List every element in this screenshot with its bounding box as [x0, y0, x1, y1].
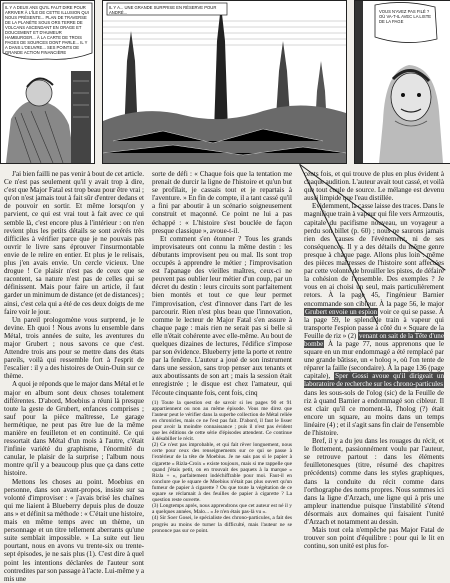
paragraph: A quoi je réponds que le major dans Métal et le major en album sont deux choses totalement différentes. D'abord, Moebius a réuni là presque toute la geste de Grubert, enfances comprises ; sauf pour la pièce maîtresse, Le garage hermétique, ne peut pas être lue de la même manière en feuilleton et en continuité. Ce qui ressortait dans Métal d'un mois à l'autre, c'était l'infinie variété du graphisme, l'énormité du canular, le plaisir de la surprise ; l'album nous montre qu'il y a beaucoup plus que ça dans cette histoire. [4, 380, 144, 478]
paragraph: Mais tout cela n'empêche pas Major Fatal de trouver son point d'équilibre : pour qui le lit en continu, son unité est plus for- [304, 526, 444, 551]
paragraph: sorte de défi : « Chaque fois que la tentation me prenait de durcir la ligne de l'histoire et qu'un but se profilait, je cassais tout et je repartais à l'aventure. » En fin de compte, il a tant cassé qu'il a fini par aboutir à un scénario soigneusement construit et maçonné. Ce point ne lui a pas échappé : « L'histoire s'est bouclée de façon presque classique », avoue-t-il. [152, 170, 292, 235]
highlight-3: Sper Gossi avoue qu'il dirigeait un laboratoire de recherche sur les chrono-particules [304, 372, 445, 389]
text-run: dans les sous-sols de l'olog (sic) de la Feuille de riz à quand Barnier a endommagé son cibleur. Il est clair qu'il ce moment-là, l'holog (?) était encore un square, au moins dans un temps linéaire (4) ; et il s'agit sans fin clair de l'ensemble de l'histoire. [304, 388, 444, 437]
text-run: Evidemment, la casse laisse des traces. Dans le magnifique train à vapeur qui file vers Armzoutis, capitale du pacifisme nouveau, un voyageur a perdu son billet (p. 60) ; nous ne saurons jamais rien des causes de l'événement, ni de ses conséquences. Il y a des détails du même genre presque à chaque page. Allons plus loin : même des pièces maîtresses de l'histoire sont affectées par cette volonté de brouiller les pistes, de défaire la cohésion de l'ensemble. Des exemples ? Je vous en ai choisi un seul, mais particulièrement retors. À la page 45, l'ingénieur Barnier encommande son cibleur. À la page 56, le major [304, 202, 444, 308]
panel-3-caption: VOUS N'AVEZ PAS FILÉ ? OÙ VA-T-IL AVEC LA LISTE DE LA PAGE [379, 9, 432, 24]
text-run: voir ce qui se passe. À la page 59, le splendide train à vapeur qui transporte l'espion passe à côté du « Square de la Feuille de riz » (2) [304, 307, 444, 340]
paragraph: Et comment s'en étonner ? Tous les grands improvisateurs ont connu la même destin : les débutants improvisent peu ou mal. Ils sont trop occupés à apprendre le métier ; l'improvisation est l'apanage des vieilles maîtres, ceux-ci ne peuvent pas oublier leur métier d'un coup, par un décret du destin : leurs circuits sont parfaitement bien montés et tout ce que leur permet l'improvisation, c'est d'innover dans l'art de les parcourir. Rien n'est plus beau que l'innovation, comme le lecteur de Major Fatal s'en assure à chaque page : mais rien ne serait pas si belle si elle n'était cohérente avec elle-même. Au bout de quelques dizaines de lectures, l'édifice s'impose par son évidence. Blueberry jette la porte et rentre par la fenêtre. L'auteur a joué de son instrument dans une session, sans trop penser aux tenants et aux aboutissants de son art ; mais la session était enregistrée ; le disque est chez l'amateur, qui l'écoute cinquante fois, cent fois, cinq [152, 234, 292, 397]
footnote: (1) Toute la question est de savoir si les pages 90 et 91 appartiennent ou non au même épisode. Vous me direz que l'auteur peut le vérifier dans la superbe collection de Métal reliée en chronicles, mais ce ne l'est pas fait. D'abord, il faut le lisser pour avoir la moindre connaissance ; puis il n'est pas évident que les éditions de cette série d'épisodes attendent. Ce continue à désabiller le récit. [152, 399, 292, 443]
comic-panel-3 [354, 0, 450, 164]
footnote: (2) Ce n'est pas improbable, et qui fait rêver longuement, nous certe pour ceux des renseignements sur ce qui se passe à l'extérieur de la tête de Moebius. Je ne sais pas si le papier à cigarette « Rizla-Croix » existe toujours, mais si me rappelle que quand j'étais petit, on en trouvait des paquets à la marque « Rizla + », parfaitement indéchiffrable pour moi. Faut-il en conclure que le square de Moebius n'était pas plus ouvert qu'un fumeur de papier à cigarette ? Ou que toute la végétation de ce square se réclamait à des feuilles de papier à cigarette ? La question reste ouverte. [152, 442, 292, 504]
article-column-3 [304, 170, 444, 550]
footnote: (3) Longtemps après, nous apprendrons que cet auteur est né il y a quelques années, Malo... « Je n'en étais pas-là vu ». [152, 503, 292, 516]
comic-strip [0, 0, 450, 164]
article-column-2 [152, 170, 292, 534]
panel-1-caption: IL Y A DEUX ANS QU'IL FAUT DIRE POUR ARRIVER À L'ÎLE DE CETTE ILLUSION QUI NOUS PRÉSENTE... PLAN DE TRAVERSE DE LA PLANÈTE SOUS ORS TERRE DE VOLCANS ASCENDANT EN ORAGE ET DOUCEMENT ET D'HUMEUR HAMBURGER... À LA CARTE DE TROIS PAGES DE SOURCES DONT PARLE... IL Y A DANS L'OEUVRE... SES POINTS DE GRANDE ACTION FINANCIÈRE [5, 5, 89, 55]
paragraph: Bref, il y a du jeu dans les rouages du récit, et le flottement, passionnément voulu par l'auteur, se retrouve partout : dans les éléments feuilletonesques (titre, résumé des chapitres précédents) comme dans les styles graphiques, dans la conduite du récit comme dans l'orthographe des noms propres. Nous sommes ici dans la ligne d'Arzach, une ligne qui à pris une ampleur inattendue puisque l'instabilité s'étend désormais aux domaines qui faisaient l'unité d'Arzach et notamment au dessin. [304, 437, 444, 527]
footnotes [152, 400, 292, 534]
paragraph: J'ai bien failli ne pas venir à bout de cet article. Ce n'est pas seulement qu'il y avait trop à dire, c'est que Major Fatal est trop beau pour être vrai ; qu'on n'est jamais tout à fait sûr d'entrer dedans et de pouvoir en sortir. Et même lorsqu'on y parvient, ce qui est vrai tout à fait avec ce qui semble là, c'est encore plus à l'intérieur : on n'en revient plus les petits détails se sont avérés très difficiles à vérifier parce que je ne pouvais pas ouvrir le livre sans éprouver l'insurmontable envie de le relire en entier. Et plus je le relisais, plus j'en avais envie. Un cercle vicieux. Une drogue ! Ce plaisir n'est pas de ceux que se racontent, sa nature n'est pas de celles qui se définissent. Mais pour faire un article, il faut garder un minimum de distance (et de distances) ; ainsi, c'est cela qui a été de ces deux doigts de me faire voir le jour. [4, 170, 144, 316]
comic-panel-2 [102, 0, 347, 164]
paragraph: Un pareil prologomène vous surprend, je le devine. Eh quoi ! Nous avons lu ensemble dans Métal, trois années de suite, les aventures du major Grubert ; nous savons ce que c'est. Attendre trois ans pour se mettre dans des états pareils, voilà qui ressemble fort à l'esprit de l'escalier : il y a des histoires de Ouin-Ouin sur ce thème. [4, 315, 144, 381]
panel-2-drawing [103, 1, 346, 163]
panel-3-drawing [355, 1, 450, 163]
paragraph: cents fois, et qui trouve de plus en plus évident à chaque audition. L'auteur avait tout cassé, et voilà que tout coule de source. Le mélange est devenu aussi limpide que l'eau distillée. [304, 170, 444, 203]
paragraph-with-highlights [304, 202, 444, 437]
article-body [0, 170, 450, 583]
footnote: (4) Sir Soer Gosei, le spécialiste des chrono-particules, a fait des progrès au moins de turner la difficulté, mais l'auteur ne se prononce pas sur ce point. [152, 515, 292, 534]
highlight-2: venant on sait de la Tête d'une bombe [304, 331, 445, 348]
comic-panel-1 [0, 0, 95, 164]
paragraph: Mettons les choses au point. Moebius en personne, dans son avant-propos, insiste sur sa volonté d'improviser : « j'avais brisé les chaînes qui me liaient à Blueberry depuis plus de douze ans » et définit sa méthode : « C'était une histoire, mais en même temps avec un thème, un personnage et un titre tellement aberrants qu'une suite semblait impossible. » La suite eut lieu pourtant, nous en avons vu trente-six ou trente-sept épisodes, je ne sais plus (1). C'est dire à quel point les intentions déclarées de l'auteur sont contredites par son passage à l'acte. Lui-même y a mis une [4, 477, 144, 583]
article-column-1 [4, 170, 144, 583]
text-run: À la page 77, nous apprenons que le square en un mur endommagé a été remplacé par une grande bâtisse, un « holoq », où l'on tente de réparer la faille (secondaire). À la page 136 (page capitale), [304, 339, 445, 381]
panel-2-caption: IL Y A... UNE GRANDE SURPRISE EN RÉSERVE POUR ANDRÉ... [109, 5, 217, 15]
highlight-1: Grubert envoie un espion [305, 307, 378, 316]
